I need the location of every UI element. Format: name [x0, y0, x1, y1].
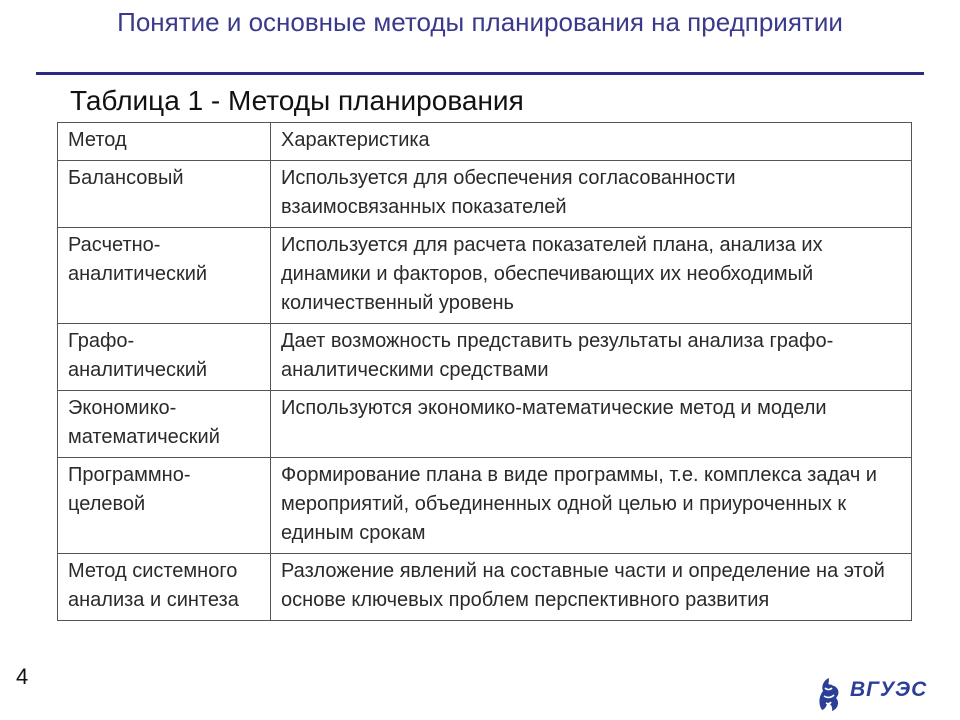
university-emblem-icon	[812, 674, 846, 714]
method-cell: Балансовый	[58, 161, 271, 228]
method-cell: Метод системного анализа и синтеза	[58, 554, 271, 621]
description-cell: Разложение явлений на составные части и определение на этой основе ключевых проблем перспективного развития	[271, 554, 912, 621]
table-row	[58, 391, 912, 458]
table-row	[58, 161, 912, 228]
logo-text: ВГУЭС	[850, 678, 928, 701]
method-cell: Экономико-математический	[58, 391, 271, 458]
table-row	[58, 458, 912, 554]
planning-methods-table	[57, 122, 912, 621]
header-method: Метод	[58, 123, 271, 161]
description-cell: Используется для расчета показателей плана, анализа их динамики и факторов, обеспечивающих их необходимый количественный уровень	[271, 228, 912, 324]
university-logo	[812, 674, 928, 714]
table-row	[58, 324, 912, 391]
method-cell: Расчетно-аналитический	[58, 228, 271, 324]
slide-title: Понятие и основные методы планирования на предприятии	[117, 7, 843, 37]
title-divider	[36, 72, 924, 75]
method-cell: Программно-целевой	[58, 458, 271, 554]
description-cell: Формирование плана в виде программы, т.е. комплекса задач и мероприятий, объединенных одной целью и приуроченных к единым срокам	[271, 458, 912, 554]
method-cell: Графо-аналитический	[58, 324, 271, 391]
description-cell: Дает возможность представить результаты анализа графо-аналитическими средствами	[271, 324, 912, 391]
description-cell: Используются экономико-математические метод и модели	[271, 391, 912, 458]
table-row	[58, 228, 912, 324]
table-caption: Таблица 1 - Методы планирования	[70, 85, 524, 116]
table-row	[58, 554, 912, 621]
page-number: 4	[16, 664, 29, 689]
table-header-row	[58, 123, 912, 161]
description-cell: Используется для обеспечения согласованности взаимосвязанных показателей	[271, 161, 912, 228]
header-description: Характеристика	[271, 123, 912, 161]
